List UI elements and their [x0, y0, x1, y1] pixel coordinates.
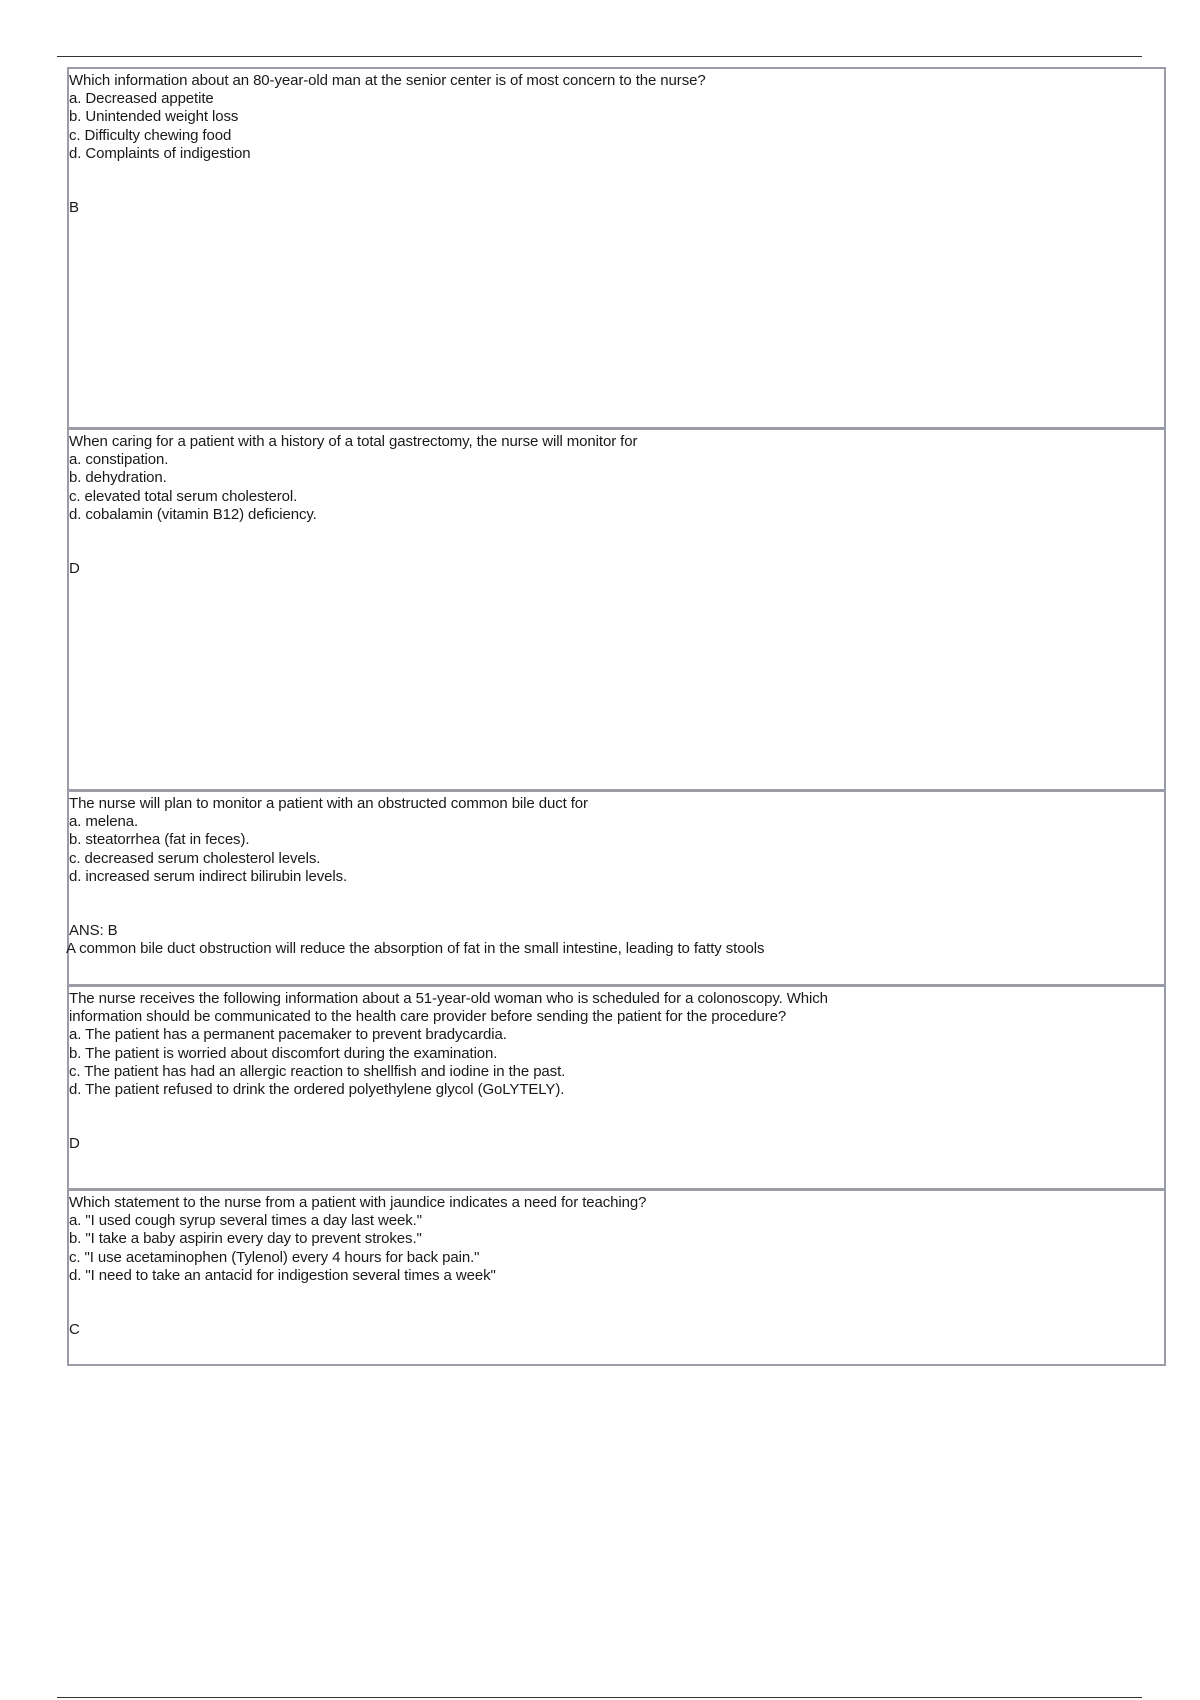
option-d: d. "I need to take an antacid for indigestion several times a week": [69, 1266, 496, 1284]
option-d: d. Complaints of indigestion: [69, 144, 251, 162]
question-stem: Which information about an 80-year-old man at the senior center is of most concern to the nurse?: [69, 72, 706, 89]
top-rule: [57, 56, 1142, 57]
question-stem: Which statement to the nurse from a patient with jaundice indicates a need for teaching?: [69, 1194, 647, 1211]
question-stem: The nurse receives the following information about a 51-year-old woman who is scheduled for a colonoscopy. Which: [69, 990, 828, 1007]
question-stem: The nurse will plan to monitor a patient with an obstructed common bile duct for: [69, 795, 588, 812]
question-card-2: [67, 428, 1166, 791]
option-a: a. melena.: [69, 813, 139, 831]
option-a: a. Decreased appetite: [69, 90, 214, 108]
bottom-rule: [57, 1697, 1142, 1698]
answer-key: D: [69, 1135, 80, 1153]
option-b: b. steatorrhea (fat in feces).: [69, 831, 250, 849]
answer-rationale: A common bile duct obstruction will reduce the absorption of fat in the small intestine, leading to fatty stools: [66, 940, 765, 958]
option-a: a. constipation.: [69, 451, 169, 469]
option-b: b. The patient is worried about discomfort during the examination.: [69, 1044, 498, 1062]
option-b: b. dehydration.: [69, 469, 167, 487]
option-b: b. "I take a baby aspirin every day to prevent strokes.": [69, 1230, 422, 1248]
option-a: a. The patient has a permanent pacemaker to prevent bradycardia.: [69, 1026, 507, 1044]
option-d: d. cobalamin (vitamin B12) deficiency.: [69, 505, 317, 523]
option-b: b. Unintended weight loss: [69, 108, 239, 126]
option-d: d. The patient refused to drink the ordered polyethylene glycol (GoLYTELY).: [69, 1081, 565, 1099]
option-c: c. "I use acetaminophen (Tylenol) every 4 hours for back pain.": [69, 1248, 480, 1266]
question-card-1: [67, 67, 1166, 429]
answer-key: B: [69, 199, 79, 217]
question-card-5: [67, 1189, 1166, 1366]
option-c: c. elevated total serum cholesterol.: [69, 487, 298, 505]
question-card-3: [67, 790, 1166, 986]
question-card-4: [67, 985, 1166, 1190]
option-c: c. Difficulty chewing food: [69, 126, 232, 144]
answer-key: C: [69, 1321, 80, 1339]
question-stem-continued: information should be communicated to the health care provider before sending the patient for the procedure?: [69, 1008, 787, 1026]
option-a: a. "I used cough syrup several times a day last week.": [69, 1212, 422, 1230]
option-d: d. increased serum indirect bilirubin levels.: [69, 867, 348, 885]
option-c: c. decreased serum cholesterol levels.: [69, 849, 321, 867]
answer-key: D: [69, 560, 80, 578]
question-stem: When caring for a patient with a history of a total gastrectomy, the nurse will monitor for: [69, 433, 638, 450]
answer-key: ANS: B: [69, 922, 118, 940]
option-c: c. The patient has had an allergic reaction to shellfish and iodine in the past.: [69, 1062, 566, 1080]
